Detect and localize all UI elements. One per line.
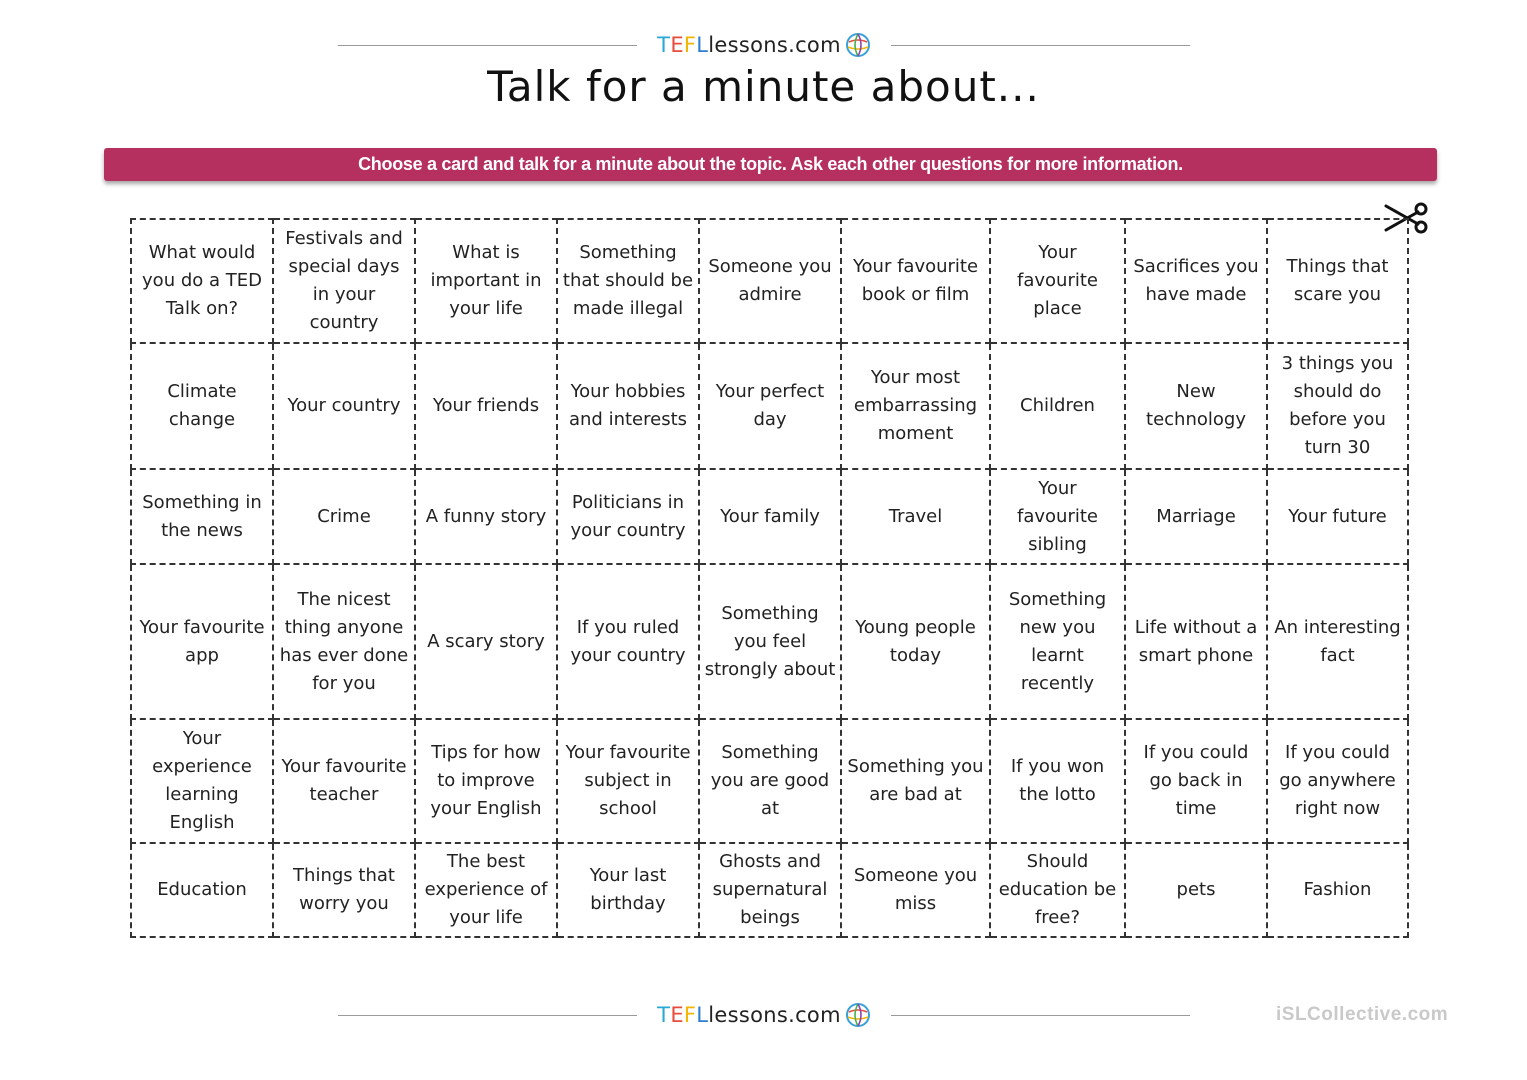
topic-card[interactable]: Your hobbies and interests [557, 343, 699, 469]
topic-card[interactable]: If you won the lotto [990, 719, 1125, 843]
card-row [131, 469, 1408, 564]
globe-icon [845, 32, 871, 58]
card-row [131, 843, 1408, 937]
topic-card[interactable]: If you ruled your country [557, 564, 699, 719]
topic-card[interactable]: Tips for how to improve your English [415, 719, 557, 843]
topic-card[interactable]: Your favourite subject in school [557, 719, 699, 843]
header-brand-row [338, 30, 1190, 60]
topic-card[interactable]: Should education be free? [990, 843, 1125, 937]
topic-card[interactable]: Something you are good at [699, 719, 841, 843]
instruction-banner: Choose a card and talk for a minute about the topic. Ask each other questions for more information. [104, 148, 1437, 181]
brand-letter: F [683, 33, 697, 57]
brand-letter: E [670, 1003, 684, 1027]
brand-text: lessons.com [708, 33, 841, 57]
topic-card[interactable]: Something you feel strongly about [699, 564, 841, 719]
topic-card[interactable]: Someone you miss [841, 843, 990, 937]
topic-card[interactable]: Your family [699, 469, 841, 564]
footer-brand-row [338, 1000, 1190, 1030]
topic-card[interactable]: Life without a smart phone [1125, 564, 1267, 719]
topic-card[interactable]: Sacrifices you have made [1125, 219, 1267, 343]
topic-card[interactable]: Marriage [1125, 469, 1267, 564]
topic-card[interactable]: Young people today [841, 564, 990, 719]
brand-letter: E [670, 33, 684, 57]
topic-card[interactable]: What would you do a TED Talk on? [131, 219, 273, 343]
topic-card[interactable]: Your country [273, 343, 415, 469]
topic-card[interactable]: Your favourite app [131, 564, 273, 719]
topic-card[interactable]: Climate change [131, 343, 273, 469]
card-row [131, 719, 1408, 843]
brand-text: lessons.com [708, 1003, 841, 1027]
topic-card[interactable]: What is important in your life [415, 219, 557, 343]
divider-line [338, 45, 637, 46]
topic-card[interactable]: The best experience of your life [415, 843, 557, 937]
divider-line [338, 1015, 637, 1016]
topic-card[interactable]: Your most embarrassing moment [841, 343, 990, 469]
brand-letter: F [683, 1003, 697, 1027]
page-title: Talk for a minute about... [487, 62, 1040, 111]
topic-card[interactable]: Your favourite teacher [273, 719, 415, 843]
brand-letter: L [696, 1003, 709, 1027]
brand-letter: T [657, 1003, 671, 1027]
topic-card[interactable]: Your favourite sibling [990, 469, 1125, 564]
topic-card[interactable]: Your perfect day [699, 343, 841, 469]
topic-card[interactable]: Politicians in your country [557, 469, 699, 564]
topic-card[interactable]: Something that should be made illegal [557, 219, 699, 343]
topic-card[interactable]: pets [1125, 843, 1267, 937]
topic-card[interactable]: Festivals and special days in your country [273, 219, 415, 343]
topic-card[interactable]: Things that scare you [1267, 219, 1408, 343]
divider-line [891, 45, 1190, 46]
topic-card[interactable]: Travel [841, 469, 990, 564]
brand-letter: L [696, 33, 709, 57]
topic-card[interactable]: Things that worry you [273, 843, 415, 937]
topic-card[interactable]: Your friends [415, 343, 557, 469]
topic-card[interactable]: If you could go back in time [1125, 719, 1267, 843]
topic-card[interactable]: Someone you admire [699, 219, 841, 343]
topic-card[interactable]: A scary story [415, 564, 557, 719]
brand-letter: T [657, 33, 671, 57]
topic-card[interactable]: Your future [1267, 469, 1408, 564]
topic-card[interactable]: Something you are bad at [841, 719, 990, 843]
card-grid [130, 218, 1409, 938]
topic-card[interactable]: An interesting fact [1267, 564, 1408, 719]
brand-logo [637, 1002, 891, 1028]
card-row [131, 564, 1408, 719]
topic-card[interactable]: Your last birthday [557, 843, 699, 937]
topic-card[interactable]: 3 things you should do before you turn 30 [1267, 343, 1408, 469]
topic-card[interactable]: Your experience learning English [131, 719, 273, 843]
card-row [131, 343, 1408, 469]
topic-card[interactable]: New technology [1125, 343, 1267, 469]
topic-card[interactable]: Something in the news [131, 469, 273, 564]
topic-card[interactable]: Your favourite book or film [841, 219, 990, 343]
topic-card[interactable]: Ghosts and supernatural beings [699, 843, 841, 937]
topic-card[interactable]: Crime [273, 469, 415, 564]
topic-card[interactable]: Education [131, 843, 273, 937]
globe-icon [845, 1002, 871, 1028]
watermark: iSLCollective.com [1276, 1004, 1449, 1025]
topic-card[interactable]: If you could go anywhere right now [1267, 719, 1408, 843]
topic-card[interactable]: Fashion [1267, 843, 1408, 937]
card-row [131, 219, 1408, 343]
topic-card[interactable]: Something new you learnt recently [990, 564, 1125, 719]
topic-card[interactable]: Your favourite place [990, 219, 1125, 343]
topic-card[interactable]: Children [990, 343, 1125, 469]
divider-line [891, 1015, 1190, 1016]
topic-card[interactable]: A funny story [415, 469, 557, 564]
topic-card[interactable]: The nicest thing anyone has ever done for you [273, 564, 415, 719]
brand-logo [637, 32, 891, 58]
